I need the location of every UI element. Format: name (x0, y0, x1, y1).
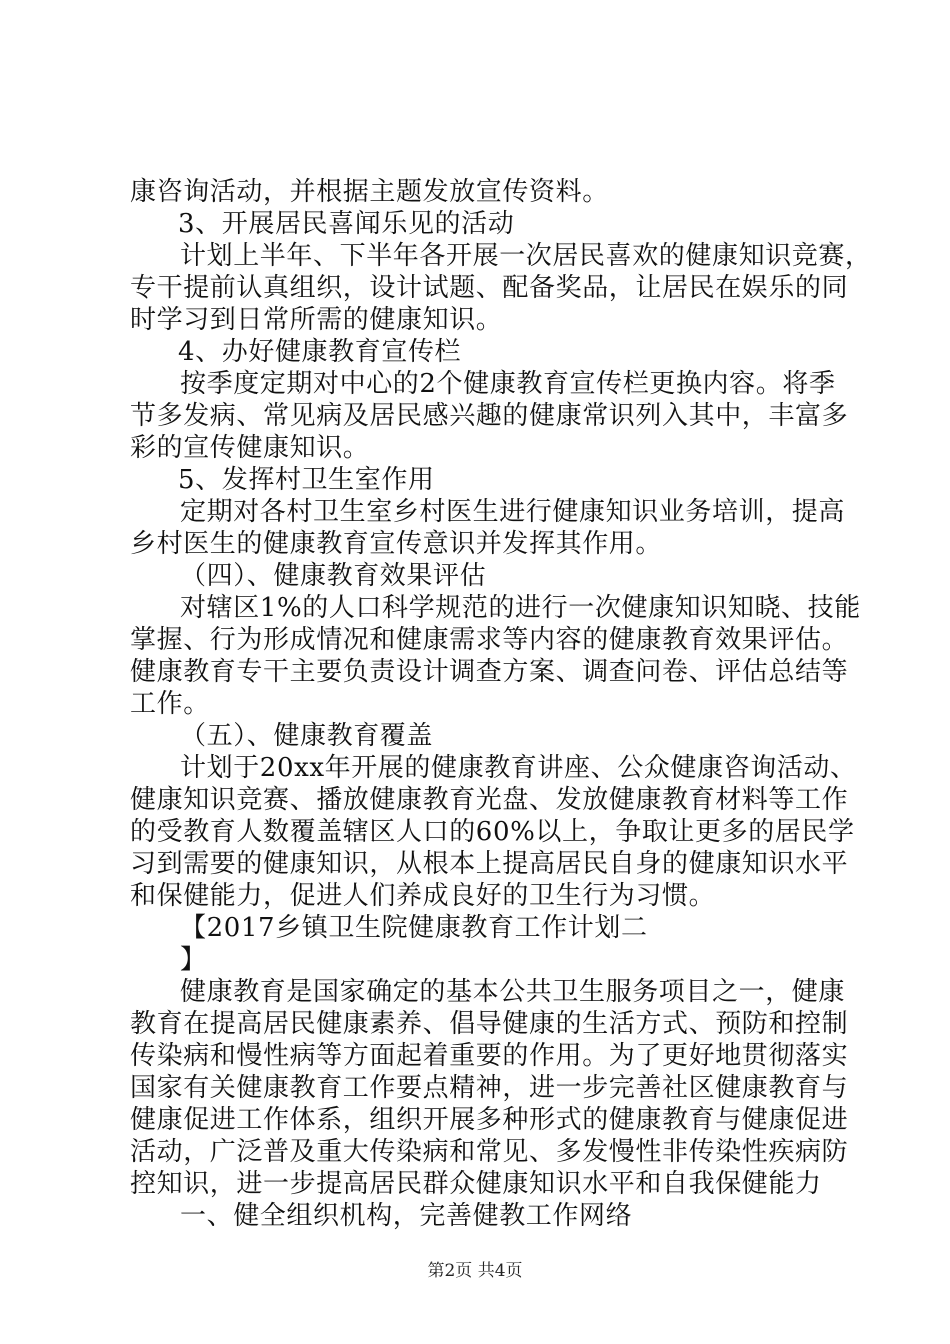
text-line: 按季度定期对中心的2个健康教育宣传栏更换内容。将季 (180, 369, 836, 399)
text-line: 工作。 (130, 689, 210, 719)
page-number: 第2页 共4页 (427, 1261, 523, 1281)
text-line: 计划于20xx年开展的健康教育讲座、公众健康咨询活动、 (180, 753, 857, 783)
text-line: 专干提前认真组织，设计试题、配备奖品，让居民在娱乐的同 (130, 273, 849, 303)
text-line: 习到需要的健康知识，从根本上提高居民自身的健康知识水平 (130, 849, 849, 879)
text-line: 健康知识竞赛、播放健康教育光盘、发放健康教育材料等工作 (130, 785, 849, 815)
text-line: 计划上半年、下半年各开展一次居民喜欢的健康知识竞赛， (180, 241, 872, 271)
text-line: 健康教育是国家确定的基本公共卫生服务项目之一，健康 (180, 977, 846, 1007)
text-line: 彩的宣传健康知识。 (130, 433, 370, 463)
text-line: 控知识，进一步提高居民群众健康知识水平和自我保健能力 (130, 1169, 822, 1199)
text-line: 国家有关健康教育工作要点精神，进一步完善社区健康教育与 (130, 1073, 849, 1103)
section-title-bracket: 】 (180, 945, 207, 975)
text-line: 健康促进工作体系，组织开展多种形式的健康教育与健康促进 (130, 1105, 849, 1135)
section-heading: 4、办好健康教育宣传栏 (178, 337, 462, 367)
text-line: 对辖区1%的人口科学规范的进行一次健康知识知晓、技能 (180, 593, 861, 623)
section-heading: 一、健全组织机构，完善健教工作网络 (180, 1201, 633, 1231)
text-line: 传染病和慢性病等方面起着重要的作用。为了更好地贯彻落实 (130, 1041, 849, 1071)
text-line: 康咨询活动，并根据主题发放宣传资料。 (130, 177, 609, 207)
section-heading: （四）、健康教育效果评估 (180, 561, 487, 591)
text-line: 定期对各村卫生室乡村医生进行健康知识业务培训，提高 (180, 497, 846, 527)
section-title: 【2017乡镇卫生院健康教育工作计划二 (180, 913, 648, 943)
section-heading: 5、发挥村卫生室作用 (178, 465, 435, 495)
text-line: 的受教育人数覆盖辖区人口的60%以上，争取让更多的居民学 (130, 817, 855, 847)
text-line: 乡村医生的健康教育宣传意识并发挥其作用。 (130, 529, 663, 559)
text-line: 掌握、行为形成情况和健康需求等内容的健康教育效果评估。 (130, 625, 849, 655)
text-line: 活动，广泛普及重大传染病和常见、多发慢性非传染性疾病防 (130, 1137, 849, 1167)
text-line: 时学习到日常所需的健康知识。 (130, 305, 503, 335)
text-line: 健康教育专干主要负责设计调查方案、调查问卷、评估总结等 (130, 657, 849, 687)
section-heading: 3、开展居民喜闻乐见的活动 (178, 209, 515, 239)
text-line: 和保健能力，促进人们养成良好的卫生行为习惯。 (130, 881, 716, 911)
text-line: 节多发病、常见病及居民感兴趣的健康常识列入其中，丰富多 (130, 401, 849, 431)
section-heading: （五）、健康教育覆盖 (180, 721, 434, 751)
text-line: 教育在提高居民健康素养、倡导健康的生活方式、预防和控制 (130, 1009, 849, 1039)
